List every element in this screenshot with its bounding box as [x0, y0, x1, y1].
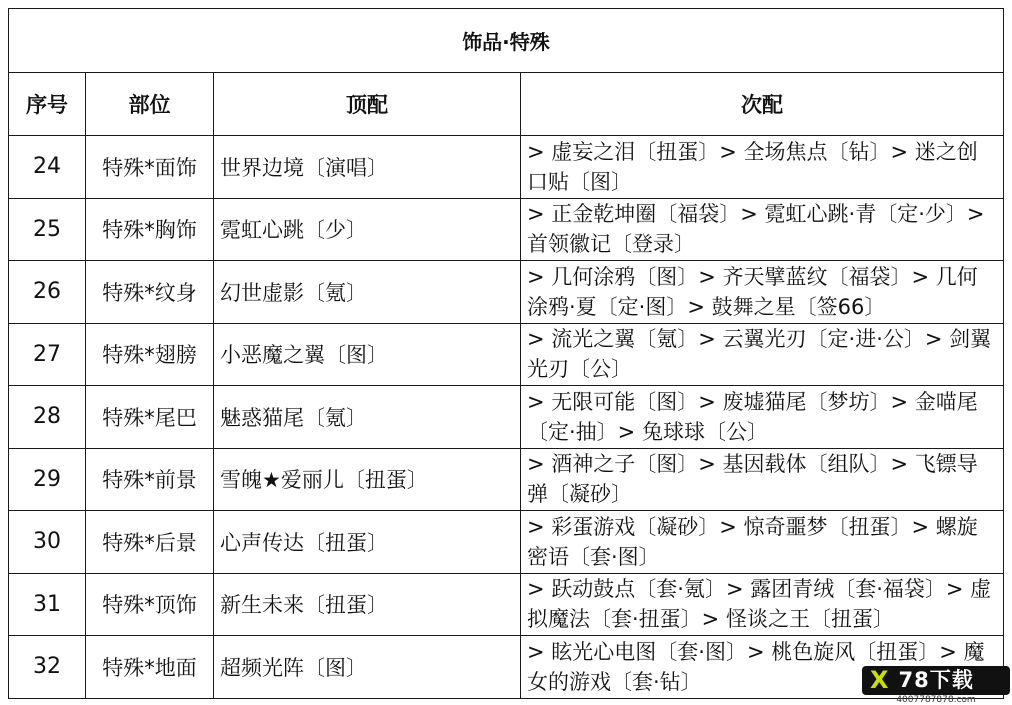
logo-x-icon: X: [870, 666, 889, 694]
cell-top: 魅惑猫尾〔氪〕: [214, 386, 520, 448]
header-top: 顶配: [214, 73, 520, 135]
cell-top: 小恶魔之翼〔图〕: [214, 324, 520, 386]
cell-top: 超频光阵〔图〕: [214, 636, 520, 698]
cell-top: 新生未来〔扭蛋〕: [214, 574, 520, 636]
cell-top: 心声传达〔扭蛋〕: [214, 511, 520, 573]
cell-second-text: > 彩蛋游戏〔凝砂〕> 惊奇噩梦〔扭蛋〕> 螺旋密语〔套·图〕: [527, 514, 978, 569]
cell-second-text: > 几何涂鸦〔图〕> 齐天擘蓝纹〔福袋〕> 几何涂鸦·夏〔定·图〕> 鼓舞之星〔签66〕: [527, 264, 978, 319]
cell-second-text: > 眩光心电图〔套·图〕> 桃色旋风〔扭蛋〕> 魔女的游戏〔套·钻〕: [527, 639, 985, 694]
logo-url: 4007787878.com: [896, 695, 976, 705]
cell-no: 27: [9, 324, 85, 386]
cell-top: 霓虹心跳〔少〕: [214, 199, 520, 261]
header-no: 序号: [9, 73, 85, 135]
cell-top: 幻世虚影〔氪〕: [214, 261, 520, 323]
cell-second-text: > 酒神之子〔图〕> 基因载体〔组队〕> 飞镖导弹〔凝砂〕: [527, 452, 978, 507]
cell-part: 特殊*后景: [86, 511, 213, 573]
cell-second-text: > 无限可能〔图〕> 废墟猫尾〔梦坊〕> 金喵尾〔定·抽〕> 兔球球〔公〕: [527, 389, 978, 444]
cell-no: 24: [9, 136, 85, 198]
cell-second: [521, 199, 1003, 261]
cell-part: 特殊*前景: [86, 449, 213, 511]
cell-second-text: > 虚妄之泪〔扭蛋〕> 全场焦点〔钻〕> 迷之创口贴〔图〕: [527, 139, 978, 194]
logo-brand: 78下载: [898, 668, 974, 692]
cell-part: 特殊*纹身: [86, 261, 213, 323]
cell-no: 29: [9, 449, 85, 511]
cell-second: [521, 511, 1003, 573]
cell-part: 特殊*地面: [86, 636, 213, 698]
cell-no: 32: [9, 636, 85, 698]
cell-second: [521, 261, 1003, 323]
cell-second: [521, 386, 1003, 448]
cell-no: 30: [9, 511, 85, 573]
cell-part: 特殊*翅膀: [86, 324, 213, 386]
cell-part: 特殊*尾巴: [86, 386, 213, 448]
cell-part: 特殊*顶饰: [86, 574, 213, 636]
cell-no: 25: [9, 199, 85, 261]
cell-top: 世界边境〔演唱〕: [214, 136, 520, 198]
cell-second-text: > 跃动鼓点〔套·氪〕> 露团青绒〔套·福袋〕> 虚拟魔法〔套·扭蛋〕> 怪谈之王〔扭蛋〕: [527, 577, 992, 632]
cell-second: [521, 324, 1003, 386]
header-second: 次配: [521, 73, 1003, 135]
cell-second-text: > 正金乾坤圈〔福袋〕> 霓虹心跳·青〔定·少〕> 首领徽记〔登录〕: [527, 202, 985, 257]
cell-second: [521, 449, 1003, 511]
cell-second: [521, 136, 1003, 198]
cell-top: 雪魄★爱丽儿〔扭蛋〕: [214, 449, 520, 511]
cell-second-text: > 流光之翼〔氪〕> 云翼光刃〔定·进·公〕> 剑翼光刃〔公〕: [527, 327, 992, 382]
header-part: 部位: [86, 73, 213, 135]
cell-no: 26: [9, 261, 85, 323]
cell-no: 28: [9, 386, 85, 448]
cell-part: 特殊*面饰: [86, 136, 213, 198]
table-title: 饰品·特殊: [9, 9, 1003, 72]
cell-no: 31: [9, 574, 85, 636]
cell-part: 特殊*胸饰: [86, 199, 213, 261]
accessory-table: [8, 8, 1004, 699]
cell-second: [521, 574, 1003, 636]
site-logo[interactable]: [862, 666, 1010, 695]
